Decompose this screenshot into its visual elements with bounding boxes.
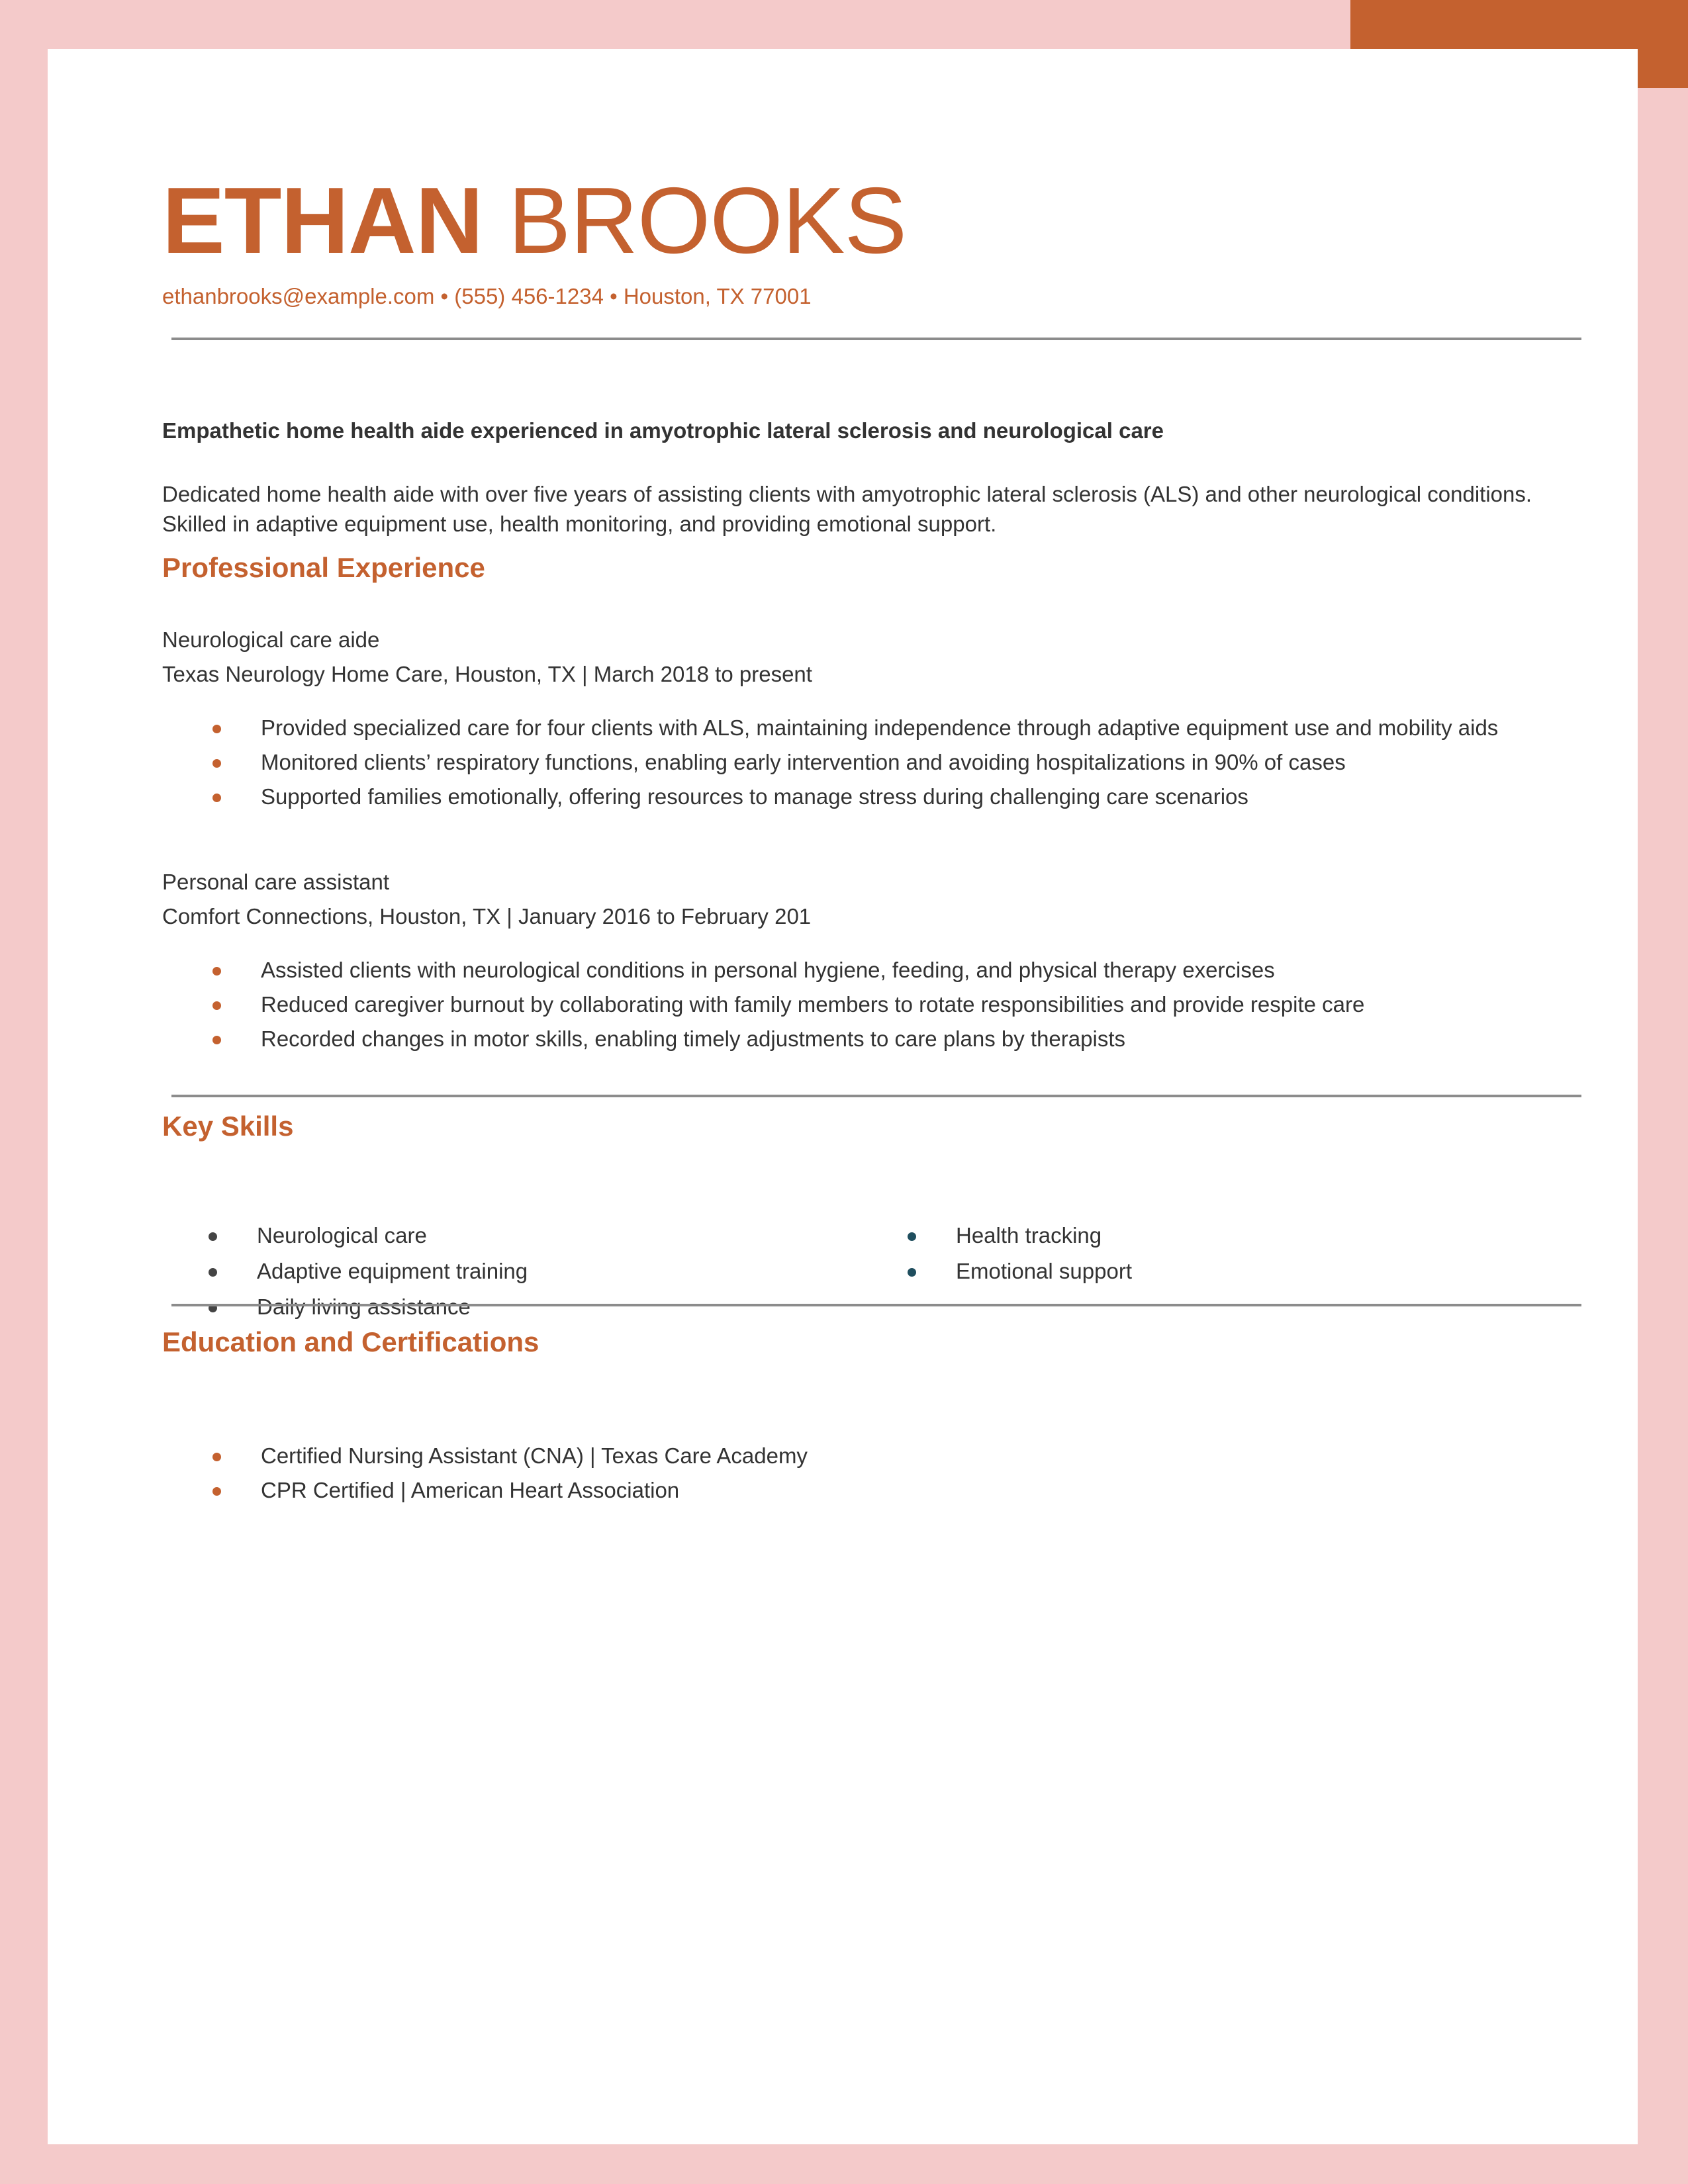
skill-text: Neurological care — [257, 1223, 427, 1248]
bullet-dot-icon — [212, 1453, 221, 1461]
skill-text: Health tracking — [956, 1223, 1102, 1248]
job-bullet-text: Monitored clients’ respiratory functions, enabling early intervention and avoiding hospitalizations in 90% of cases — [261, 750, 1346, 774]
job-bullet-list — [162, 711, 1498, 814]
bullet-dot-icon — [209, 1232, 217, 1241]
summary-headline: Empathetic home health aide experienced in amyotrophic lateral sclerosis and neurological care — [162, 418, 1164, 443]
job-meta: Comfort Connections, Houston, TX | January 2016 to February 201 — [162, 904, 812, 929]
first-name: ETHAN — [162, 168, 483, 273]
education-item — [162, 1439, 808, 1473]
candidate-name — [162, 167, 906, 275]
bullet-dot-icon — [212, 1001, 221, 1010]
skills-divider — [171, 1095, 1581, 1097]
bullet-dot-icon — [212, 759, 221, 768]
bullet-dot-icon — [908, 1232, 916, 1241]
skills-section-title: Key Skills — [162, 1111, 294, 1142]
header-divider — [171, 338, 1581, 340]
resume-page — [48, 49, 1638, 2144]
job-bullet-text: Recorded changes in motor skills, enabling timely adjustments to care plans by therapists — [261, 1026, 1125, 1051]
summary-text: Dedicated home health aide with over five years of assisting clients with amyotrophic lateral sclerosis (ALS) and other neurological conditions. Skilled in adaptive equipment use, health monitoring, and providing emotional support. — [162, 482, 1532, 536]
job-title: Neurological care aide — [162, 627, 380, 652]
bullet-dot-icon — [212, 794, 221, 802]
skill-text: Emotional support — [956, 1259, 1132, 1283]
skills-list-left — [162, 1218, 528, 1325]
job-bullet — [162, 780, 1498, 814]
bullet-dot-icon — [212, 1487, 221, 1496]
job-bullet — [162, 987, 1364, 1022]
skill-item — [861, 1218, 1132, 1253]
bullet-dot-icon — [212, 1036, 221, 1044]
education-item — [162, 1473, 808, 1508]
skill-item — [162, 1253, 528, 1289]
job-bullet — [162, 1022, 1364, 1056]
job-bullet-list — [162, 953, 1364, 1056]
education-divider — [171, 1304, 1581, 1306]
job-bullet-text: Supported families emotionally, offering resources to manage stress during challenging care scenarios — [261, 784, 1248, 809]
job-bullet-text: Reduced caregiver burnout by collaborating with family members to rotate responsibilities and provide respite care — [261, 992, 1365, 1017]
job-bullet-text: Provided specialized care for four clients with ALS, maintaining independence through adaptive equipment use and mobility aids — [261, 715, 1499, 740]
skills-list-right — [861, 1218, 1132, 1289]
skill-item — [162, 1289, 528, 1325]
last-name: BROOKS — [508, 168, 907, 273]
skill-item — [162, 1218, 528, 1253]
job-title: Personal care assistant — [162, 870, 390, 894]
bullet-dot-icon — [908, 1268, 916, 1277]
job-bullet — [162, 745, 1498, 780]
experience-section-title: Professional Experience — [162, 552, 485, 583]
bullet-dot-icon — [209, 1268, 217, 1277]
bullet-dot-icon — [212, 725, 221, 733]
education-text: CPR Certified | American Heart Association — [261, 1478, 680, 1502]
skill-text: Daily living assistance — [257, 1295, 471, 1319]
skill-item — [861, 1253, 1132, 1289]
bullet-dot-icon — [212, 967, 221, 976]
job-bullet-text: Assisted clients with neurological conditions in personal hygiene, feeding, and physical therapy exercises — [261, 958, 1275, 982]
education-text: Certified Nursing Assistant (CNA) | Texas Care Academy — [261, 1443, 808, 1468]
job-bullet — [162, 711, 1498, 745]
job-bullet — [162, 953, 1364, 987]
job-meta: Texas Neurology Home Care, Houston, TX | March 2018 to present — [162, 662, 812, 686]
education-list — [162, 1439, 808, 1508]
skill-text: Adaptive equipment training — [257, 1259, 528, 1283]
education-section-title: Education and Certifications — [162, 1326, 539, 1357]
contact-line: ethanbrooks@example.com • (555) 456-1234 • Houston, TX 77001 — [162, 284, 812, 308]
